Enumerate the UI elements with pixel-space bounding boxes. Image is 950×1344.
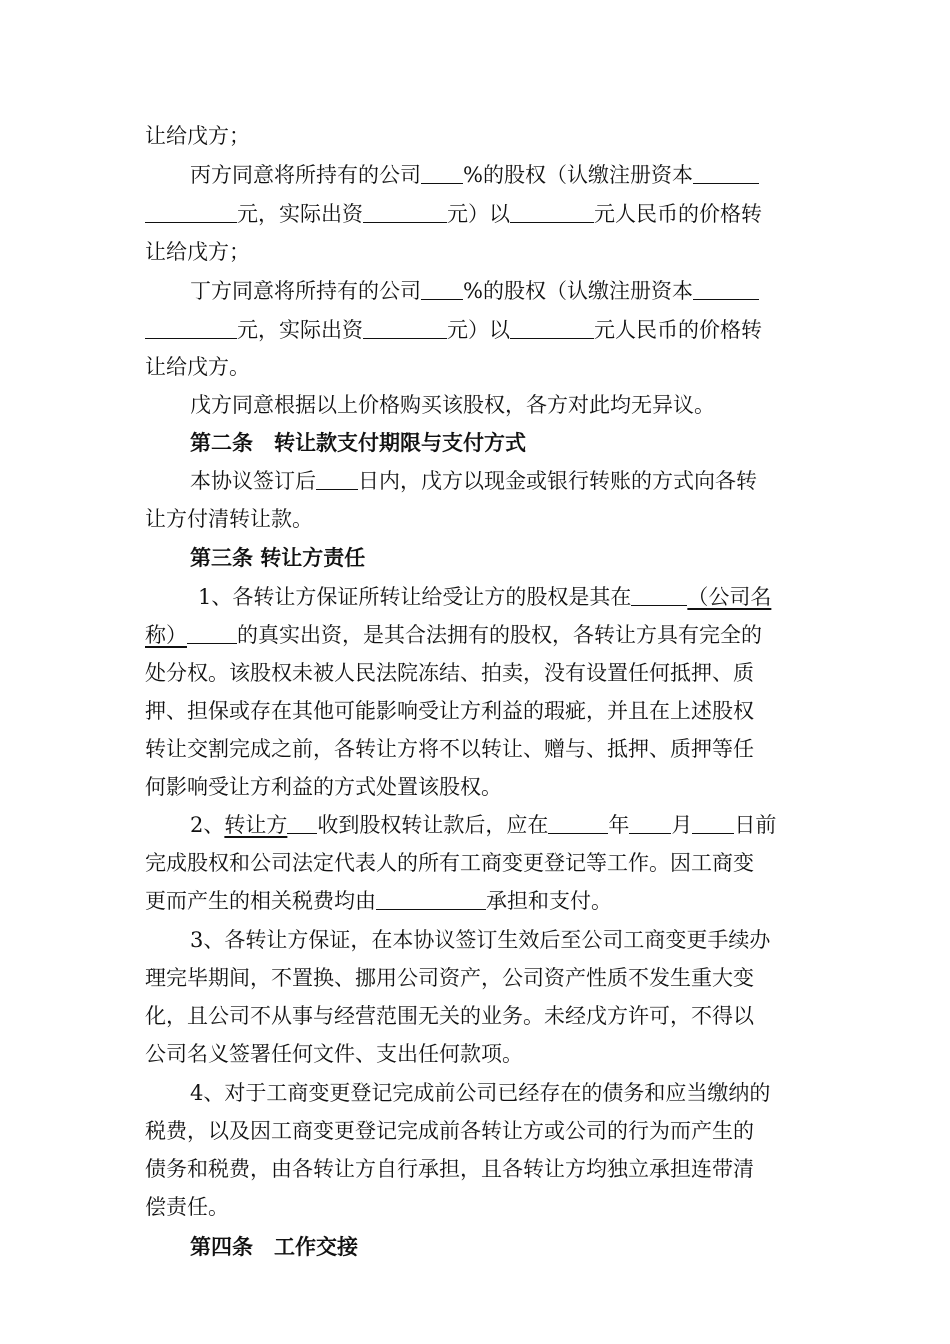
text-line: 4、对于工商变更登记完成前公司已经存在的债务和应当缴纳的: [190, 1081, 771, 1105]
text-line: 丙方同意将所持有的公司 %的股权（认缴注册资本: [190, 161, 759, 189]
text-line: 让给戊方；: [145, 124, 250, 148]
blank-field: [631, 583, 687, 606]
text-line: 元，实际出资 元）以 元人民币的价格转: [145, 200, 762, 228]
blank-field: [421, 161, 463, 184]
text-line: 转让交割完成之前，各转让方将不以转让、赠与、抵押、质押等任: [145, 737, 754, 761]
text-line: 称） 的真实出资，是其合法拥有的股权，各转让方具有完全的: [145, 623, 762, 647]
text-line: 让给戊方；: [145, 240, 250, 264]
text-line: 3、各转让方保证，在本协议签订生效后至公司工商变更手续办: [190, 928, 771, 952]
text-line: 完成股权和公司法定代表人的所有工商变更登记等工作。因工商变: [145, 851, 754, 875]
text-line: 1、各转让方保证所转让给受让方的股权是其在 （公司名: [198, 585, 772, 609]
text-line: 本协议签订后 日内，戊方以现金或银行转账的方式向各转: [190, 469, 757, 493]
blank-field: [510, 316, 594, 339]
text-line: 更而产生的相关税费均由 承担和支付。: [145, 889, 612, 913]
text-line: 押、担保或存在其他可能影响受让方利益的瑕疵，并且在上述股权: [145, 699, 754, 723]
blank-field: [510, 200, 594, 223]
text-line: 元，实际出资 元）以 元人民币的价格转: [145, 316, 762, 344]
blank-field: [145, 316, 237, 339]
blank-field: [692, 811, 734, 834]
text-line: 丁方同意将所持有的公司 %的股权（认缴注册资本: [190, 277, 759, 305]
blank-field: [693, 277, 759, 300]
section-heading-4: 第四条 工作交接: [190, 1234, 358, 1259]
blank-field: [376, 887, 486, 910]
text-line: 让方付清转让款。: [145, 507, 313, 531]
text-line: 何影响受让方利益的方式处置该股权。: [145, 775, 502, 799]
text-line: 戊方同意根据以上价格购买该股权，各方对此均无异议。: [190, 393, 715, 417]
blank-field: [187, 621, 237, 644]
text-line: 处分权。该股权未被人民法院冻结、拍卖，没有设置任何抵押、质: [145, 661, 754, 685]
blank-field: [287, 811, 317, 834]
text-line: 税费，以及因工商变更登记完成前各转让方或公司的行为而产生的: [145, 1119, 754, 1143]
blank-field: [548, 811, 608, 834]
section-heading-3: 第三条 转让方责任: [190, 545, 366, 570]
text-line: 让给戊方。: [145, 355, 250, 379]
text-line: 2、转让方 收到股权转让款后，应在 年 月 日前: [190, 813, 777, 837]
blank-field: [421, 277, 463, 300]
text-line: 公司名义签署任何文件、支出任何款项。: [145, 1042, 523, 1066]
blank-field: [316, 467, 358, 490]
blank-field: [363, 316, 447, 339]
section-heading-2: 第二条 转让款支付期限与支付方式: [190, 430, 526, 455]
blank-field: [693, 161, 759, 184]
blank-field: [629, 811, 671, 834]
blank-field: [145, 200, 237, 223]
blank-field: [363, 200, 447, 223]
text-line: 偿责任。: [145, 1195, 229, 1219]
text-line: 化，且公司不从事与经营范围无关的业务。未经戊方许可，不得以: [145, 1004, 754, 1028]
text-line: 债务和税费，由各转让方自行承担，且各转让方均独立承担连带清: [145, 1157, 754, 1181]
text-line: 理完毕期间，不置换、挪用公司资产，公司资产性质不发生重大变: [145, 966, 754, 990]
